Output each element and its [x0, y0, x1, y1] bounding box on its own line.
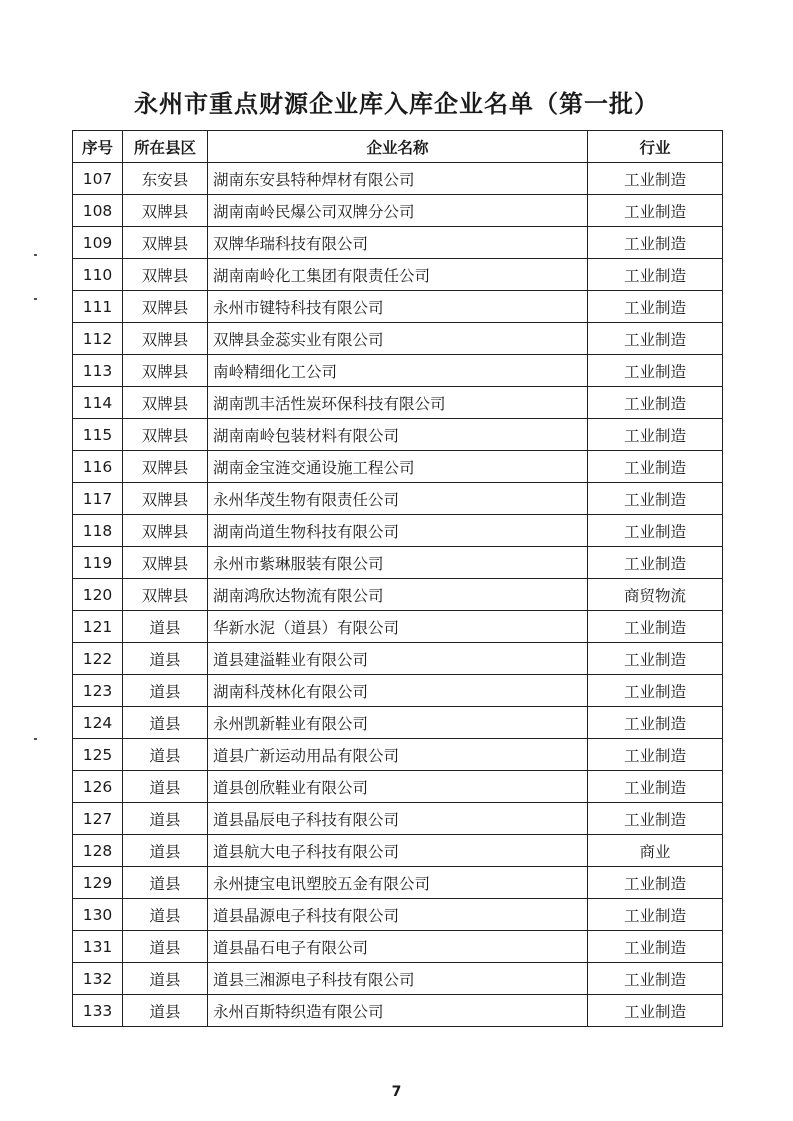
cell-county: 道县 [123, 867, 208, 899]
table-row [73, 931, 723, 963]
table-row [73, 515, 723, 547]
cell-no: 120 [73, 579, 123, 611]
table-row [73, 675, 723, 707]
cell-no: 132 [73, 963, 123, 995]
table-row [73, 739, 723, 771]
cell-industry: 工业制造 [588, 803, 723, 835]
cell-county: 双牌县 [123, 387, 208, 419]
cell-company-name: 双牌县金蕊实业有限公司 [208, 323, 588, 355]
cell-no: 116 [73, 451, 123, 483]
cell-no: 117 [73, 483, 123, 515]
cell-county: 双牌县 [123, 259, 208, 291]
cell-no: 110 [73, 259, 123, 291]
table-row [73, 803, 723, 835]
page-title: 永州市重点财源企业库入库企业名单（第一批） [134, 89, 659, 118]
cell-industry: 工业制造 [588, 387, 723, 419]
table-row [73, 451, 723, 483]
table-row [73, 579, 723, 611]
cell-company-name: 湖南凯丰活性炭环保科技有限公司 [208, 387, 588, 419]
cell-industry: 工业制造 [588, 515, 723, 547]
cell-company-name: 湖南金宝涟交通设施工程公司 [208, 451, 588, 483]
cell-no: 109 [73, 227, 123, 259]
cell-company-name: 道县建溢鞋业有限公司 [208, 643, 588, 675]
table-row [73, 611, 723, 643]
table-row [73, 643, 723, 675]
cell-county: 东安县 [123, 163, 208, 195]
cell-no: 128 [73, 835, 123, 867]
header-county: 所在县区 [123, 131, 208, 163]
cell-company-name: 道县创欣鞋业有限公司 [208, 771, 588, 803]
cell-county: 道县 [123, 771, 208, 803]
table-row [73, 899, 723, 931]
cell-company-name: 湖南尚道生物科技有限公司 [208, 515, 588, 547]
table-row [73, 963, 723, 995]
cell-no: 126 [73, 771, 123, 803]
table-row [73, 419, 723, 451]
table-row [73, 867, 723, 899]
cell-company-name: 湖南南岭包装材料有限公司 [208, 419, 588, 451]
cell-industry: 工业制造 [588, 355, 723, 387]
table-row [73, 771, 723, 803]
cell-company-name: 湖南科茂林化有限公司 [208, 675, 588, 707]
cell-no: 119 [73, 547, 123, 579]
cell-company-name: 道县三湘源电子科技有限公司 [208, 963, 588, 995]
cell-industry: 工业制造 [588, 291, 723, 323]
cell-industry: 工业制造 [588, 163, 723, 195]
cell-industry: 工业制造 [588, 739, 723, 771]
cell-company-name: 道县晶源电子科技有限公司 [208, 899, 588, 931]
table-row [73, 547, 723, 579]
table-row [73, 707, 723, 739]
cell-no: 115 [73, 419, 123, 451]
cell-county: 道县 [123, 643, 208, 675]
cell-no: 130 [73, 899, 123, 931]
header-no: 序号 [73, 131, 123, 163]
cell-industry: 工业制造 [588, 643, 723, 675]
cell-company-name: 华新水泥（道县）有限公司 [208, 611, 588, 643]
header-name: 企业名称 [208, 131, 588, 163]
cell-county: 双牌县 [123, 579, 208, 611]
cell-company-name: 道县晶石电子有限公司 [208, 931, 588, 963]
cell-no: 123 [73, 675, 123, 707]
cell-no: 118 [73, 515, 123, 547]
cell-no: 133 [73, 995, 123, 1027]
cell-company-name: 湖南东安县特种焊材有限公司 [208, 163, 588, 195]
table-row [73, 995, 723, 1027]
cell-no: 124 [73, 707, 123, 739]
cell-company-name: 双牌华瑞科技有限公司 [208, 227, 588, 259]
page-number: 7 [391, 1084, 402, 1100]
cell-county: 道县 [123, 675, 208, 707]
table-body [73, 163, 723, 1027]
cell-no: 107 [73, 163, 123, 195]
cell-company-name: 湖南鸿欣达物流有限公司 [208, 579, 588, 611]
cell-company-name: 永州市键特科技有限公司 [208, 291, 588, 323]
cell-industry: 工业制造 [588, 227, 723, 259]
margin-mark [34, 254, 37, 256]
cell-county: 双牌县 [123, 419, 208, 451]
cell-industry: 工业制造 [588, 931, 723, 963]
cell-no: 122 [73, 643, 123, 675]
cell-county: 双牌县 [123, 227, 208, 259]
cell-county: 道县 [123, 931, 208, 963]
cell-industry: 工业制造 [588, 995, 723, 1027]
header-industry: 行业 [588, 131, 723, 163]
cell-industry: 工业制造 [588, 419, 723, 451]
cell-county: 双牌县 [123, 547, 208, 579]
table-header-row [73, 131, 723, 163]
cell-industry: 工业制造 [588, 483, 723, 515]
table-row [73, 323, 723, 355]
margin-mark [34, 298, 37, 300]
table-row [73, 195, 723, 227]
cell-county: 双牌县 [123, 483, 208, 515]
cell-company-name: 永州华茂生物有限责任公司 [208, 483, 588, 515]
cell-county: 双牌县 [123, 323, 208, 355]
cell-industry: 工业制造 [588, 963, 723, 995]
cell-company-name: 永州凯新鞋业有限公司 [208, 707, 588, 739]
cell-county: 双牌县 [123, 451, 208, 483]
table-row [73, 835, 723, 867]
table-row [73, 163, 723, 195]
cell-industry: 工业制造 [588, 707, 723, 739]
cell-county: 道县 [123, 995, 208, 1027]
table-row [73, 291, 723, 323]
cell-no: 108 [73, 195, 123, 227]
cell-county: 道县 [123, 739, 208, 771]
cell-company-name: 湖南南岭化工集团有限责任公司 [208, 259, 588, 291]
cell-industry: 工业制造 [588, 675, 723, 707]
cell-county: 双牌县 [123, 515, 208, 547]
cell-county: 道县 [123, 803, 208, 835]
cell-no: 131 [73, 931, 123, 963]
cell-county: 道县 [123, 835, 208, 867]
enterprise-table [72, 130, 723, 1027]
cell-company-name: 永州市紫琳服装有限公司 [208, 547, 588, 579]
cell-no: 127 [73, 803, 123, 835]
cell-no: 114 [73, 387, 123, 419]
cell-industry: 商贸物流 [588, 579, 723, 611]
cell-industry: 工业制造 [588, 259, 723, 291]
cell-industry: 工业制造 [588, 867, 723, 899]
cell-industry: 工业制造 [588, 771, 723, 803]
margin-mark [34, 738, 37, 740]
cell-industry: 工业制造 [588, 899, 723, 931]
table-row [73, 259, 723, 291]
cell-county: 道县 [123, 707, 208, 739]
cell-county: 双牌县 [123, 195, 208, 227]
cell-county: 道县 [123, 611, 208, 643]
cell-no: 111 [73, 291, 123, 323]
cell-county: 道县 [123, 963, 208, 995]
cell-county: 双牌县 [123, 291, 208, 323]
table-row [73, 227, 723, 259]
cell-company-name: 道县晶辰电子科技有限公司 [208, 803, 588, 835]
cell-county: 道县 [123, 899, 208, 931]
cell-company-name: 永州捷宝电讯塑胶五金有限公司 [208, 867, 588, 899]
cell-company-name: 永州百斯特织造有限公司 [208, 995, 588, 1027]
cell-industry: 工业制造 [588, 611, 723, 643]
cell-no: 121 [73, 611, 123, 643]
cell-no: 112 [73, 323, 123, 355]
cell-no: 129 [73, 867, 123, 899]
table-row [73, 483, 723, 515]
table-row [73, 355, 723, 387]
cell-company-name: 湖南南岭民爆公司双牌分公司 [208, 195, 588, 227]
cell-company-name: 南岭精细化工公司 [208, 355, 588, 387]
cell-industry: 工业制造 [588, 323, 723, 355]
cell-county: 双牌县 [123, 355, 208, 387]
cell-industry: 工业制造 [588, 195, 723, 227]
table-row [73, 387, 723, 419]
cell-company-name: 道县广新运动用品有限公司 [208, 739, 588, 771]
cell-no: 125 [73, 739, 123, 771]
cell-industry: 工业制造 [588, 451, 723, 483]
cell-industry: 工业制造 [588, 547, 723, 579]
cell-no: 113 [73, 355, 123, 387]
cell-company-name: 道县航大电子科技有限公司 [208, 835, 588, 867]
cell-industry: 商业 [588, 835, 723, 867]
